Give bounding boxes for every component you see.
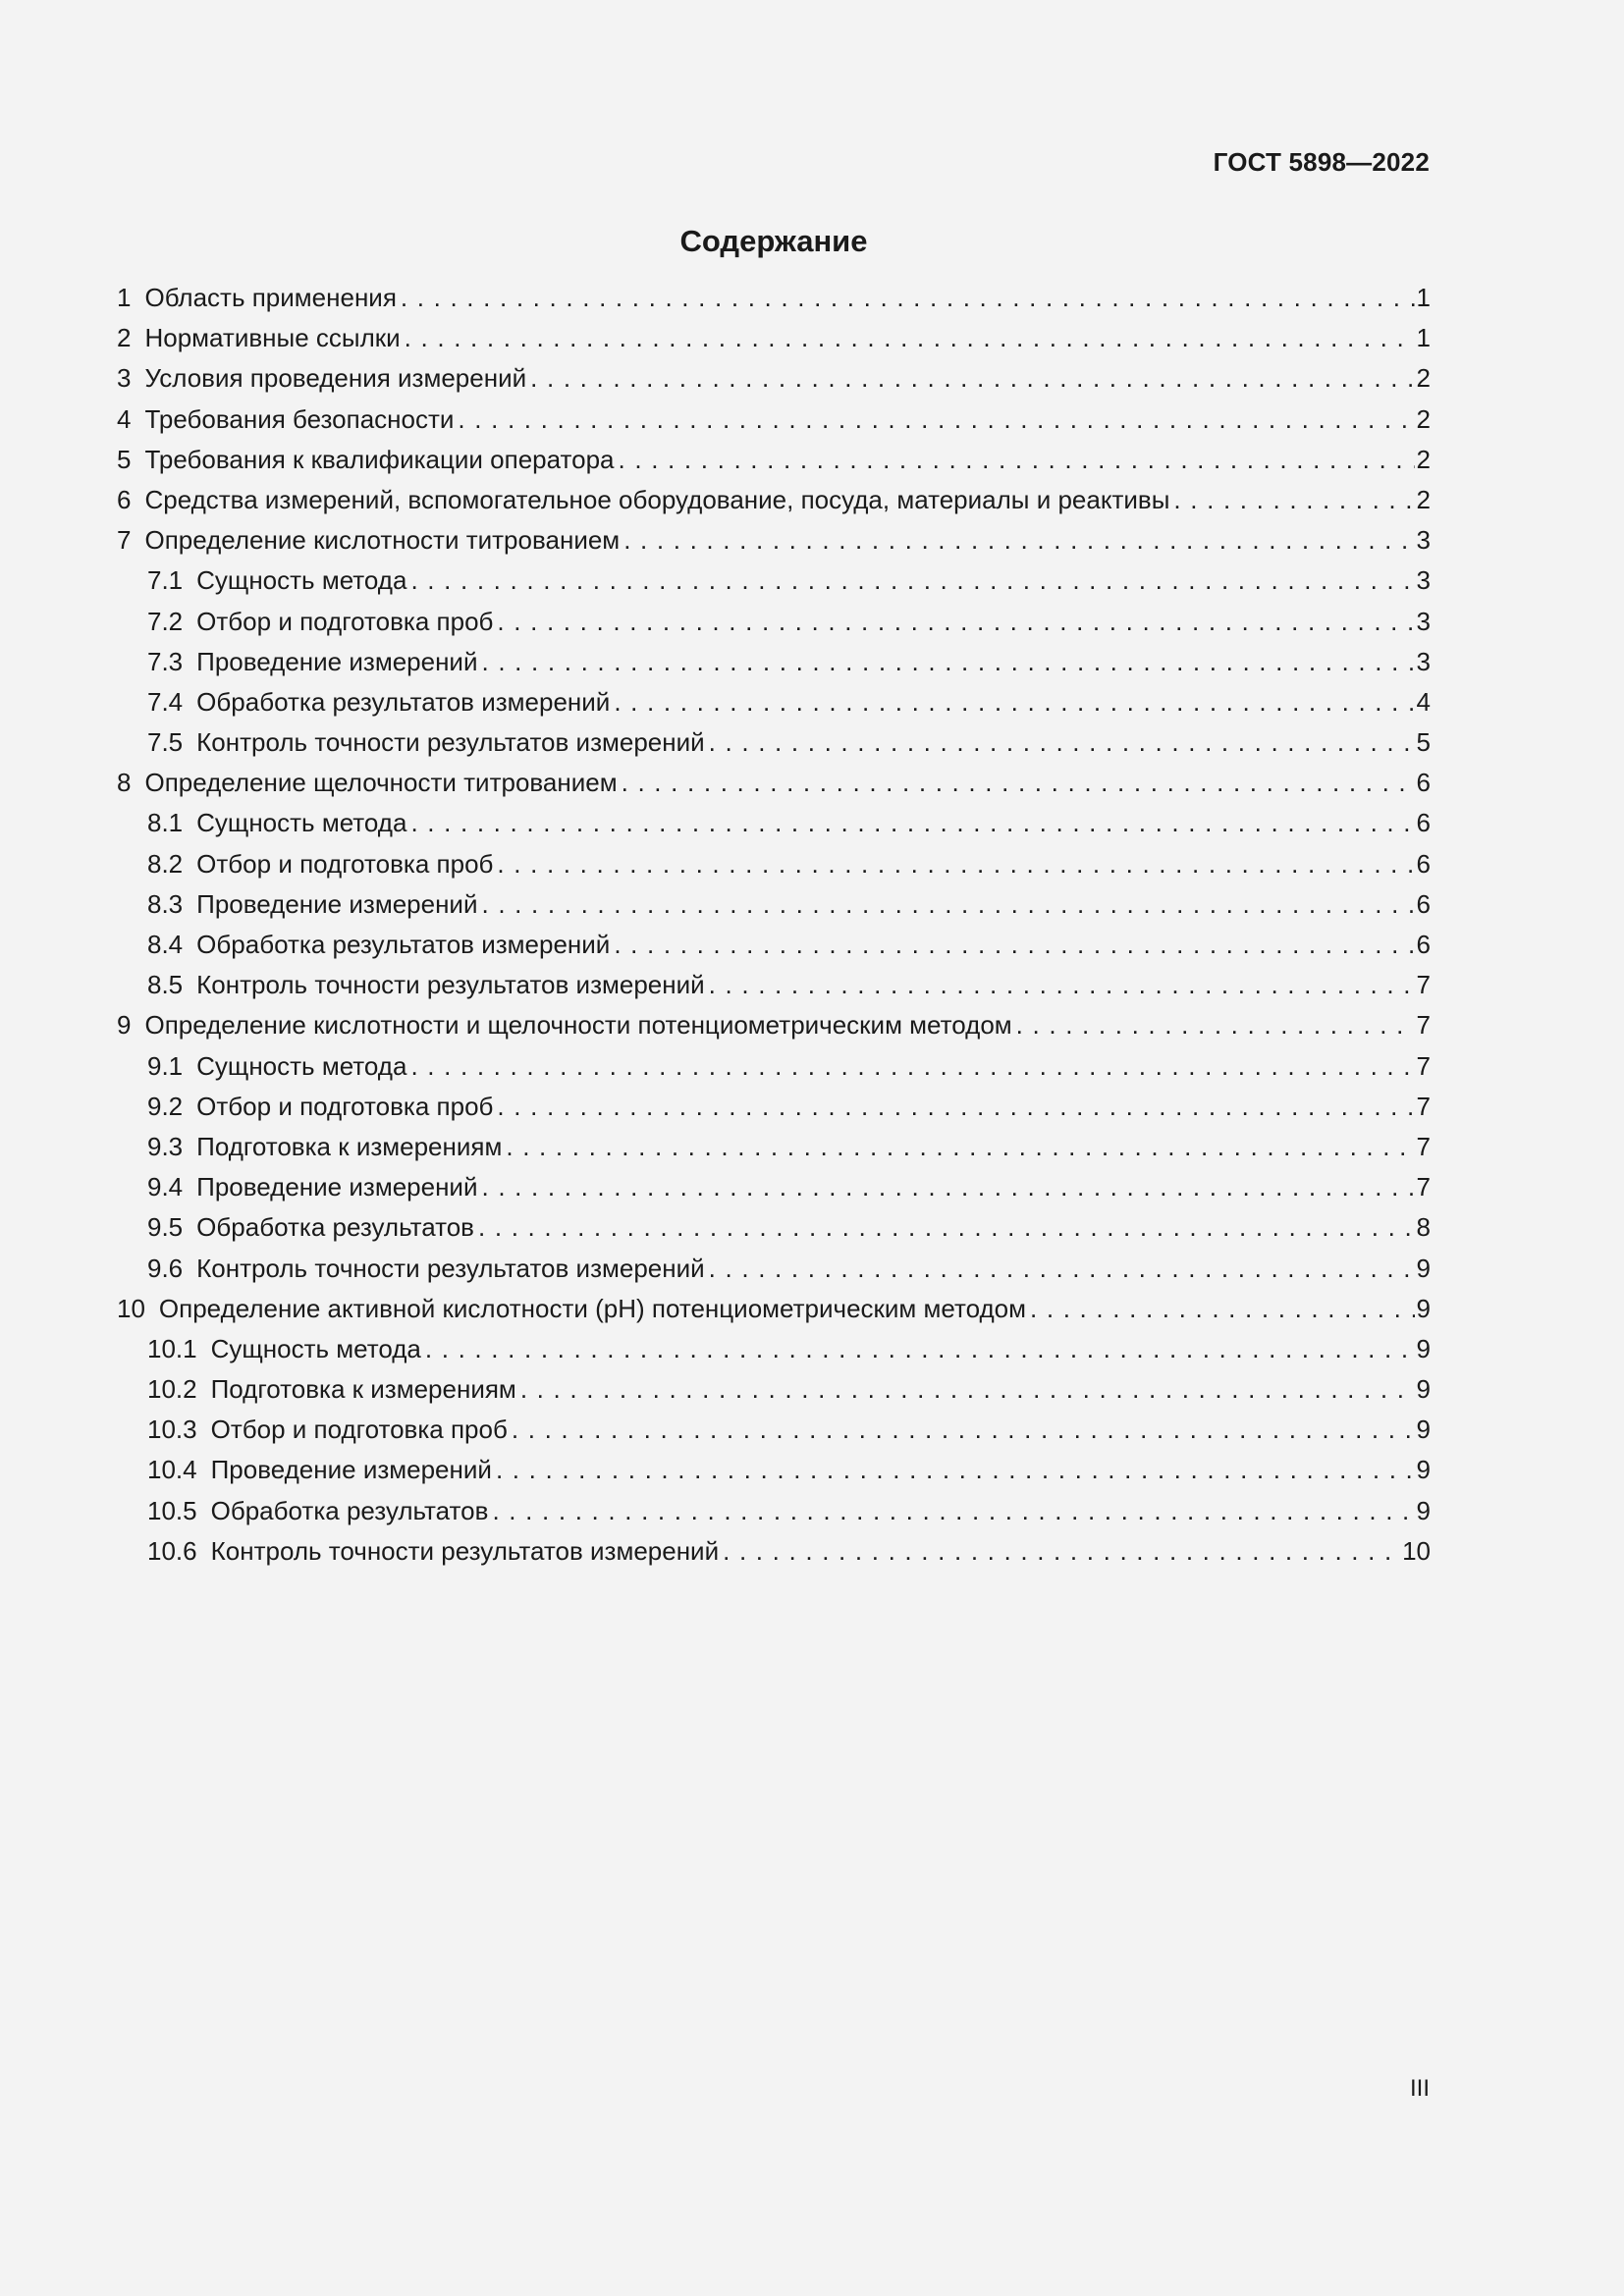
toc-entry-page: 1 <box>1416 323 1431 353</box>
dot-leader <box>1173 485 1414 515</box>
toc-entry-label: Проведение измерений <box>196 888 478 919</box>
toc-entry-label: Область применения <box>144 283 397 312</box>
dot-leader <box>410 808 1414 838</box>
toc-entry-label: Обработка результатов измерений <box>196 686 611 717</box>
toc-entry[interactable] <box>117 485 1431 525</box>
toc-entry-label: Проведение измерений <box>196 1172 478 1202</box>
toc-entry-number: 10.1 <box>147 1333 197 1363</box>
toc-entry[interactable] <box>117 1010 1431 1050</box>
dot-leader <box>401 283 1415 313</box>
dot-leader <box>497 607 1414 637</box>
dot-leader <box>506 1132 1414 1162</box>
toc-entry-label: Контроль точности результатов измерений <box>210 1535 720 1566</box>
toc-entry[interactable] <box>117 889 1431 930</box>
dot-leader <box>481 647 1414 677</box>
dot-leader <box>614 930 1414 960</box>
toc-entry[interactable] <box>117 1536 1431 1576</box>
page-number: III <box>1409 2075 1430 2102</box>
toc-entry-label: Проведение измерений <box>210 1455 492 1485</box>
toc-entry-label: Контроль точности результатов измерений <box>196 727 705 758</box>
toc-entry-label: Сущность метода <box>210 1333 421 1363</box>
toc-entry-page: 9 <box>1416 1253 1431 1283</box>
toc-entry-page: 6 <box>1416 930 1431 959</box>
toc-entry-label: Подготовка к измерениям <box>210 1374 516 1405</box>
toc-entry-label: Отбор и подготовка проб <box>196 1091 494 1121</box>
toc-entry-page: 9 <box>1416 1374 1431 1405</box>
toc-entry[interactable] <box>117 1172 1431 1212</box>
toc-entry[interactable] <box>117 283 1431 323</box>
toc-entry-page: 9 <box>1416 1293 1431 1323</box>
toc-entry-number: 8.1 <box>147 808 184 838</box>
dot-leader <box>496 1455 1415 1485</box>
toc-entry-number: 3 <box>117 363 132 394</box>
dot-leader <box>478 1212 1415 1243</box>
toc-entry-number: 2 <box>117 323 132 353</box>
toc-entry-page: 7 <box>1416 1172 1431 1202</box>
toc-entry-number: 8.2 <box>147 848 184 879</box>
toc-entry[interactable] <box>117 1132 1431 1172</box>
toc-entry-number: 9.1 <box>147 1050 184 1081</box>
toc-entry-page: 9 <box>1416 1415 1431 1445</box>
toc-entry[interactable] <box>117 849 1431 889</box>
toc-entry[interactable] <box>117 930 1431 970</box>
dot-leader <box>520 1374 1415 1405</box>
dot-leader <box>709 970 1415 1000</box>
toc-entry-page: 7 <box>1416 1010 1431 1041</box>
toc-entry-label: Отбор и подготовка проб <box>196 606 494 636</box>
toc-entry[interactable] <box>117 1294 1431 1334</box>
toc-entry-number: 10.5 <box>147 1495 197 1525</box>
toc-entry[interactable] <box>117 1496 1431 1536</box>
toc-entry-number: 10.4 <box>147 1455 197 1485</box>
dot-leader <box>623 525 1414 556</box>
toc-entry-page: 2 <box>1416 363 1431 394</box>
dot-leader <box>405 323 1415 353</box>
toc-entry-page: 7 <box>1416 1131 1431 1161</box>
dot-leader <box>619 445 1415 475</box>
toc-entry[interactable] <box>117 1455 1431 1495</box>
toc-entry-page: 9 <box>1416 1495 1431 1525</box>
dot-leader <box>497 849 1414 880</box>
toc-entry-number: 8.5 <box>147 970 184 1000</box>
toc-entry-number: 4 <box>117 403 132 434</box>
toc-entry[interactable] <box>117 525 1431 565</box>
dot-leader <box>512 1415 1415 1445</box>
toc-entry-page: 2 <box>1416 403 1431 434</box>
dot-leader <box>614 687 1414 718</box>
toc-entry-label: Обработка результатов <box>210 1495 489 1525</box>
toc-entry-label: Средства измерений, вспомогательное оборудование, посуда, материалы и реактивы <box>144 484 1170 514</box>
dot-leader <box>709 1254 1415 1284</box>
toc-entry-number: 8.3 <box>147 888 184 919</box>
toc-entry-number: 5 <box>117 444 132 474</box>
toc-entry-label: Контроль точности результатов измерений <box>196 1253 705 1283</box>
toc-entry-number: 9.3 <box>147 1131 184 1161</box>
dot-leader <box>1016 1010 1415 1041</box>
toc-entry-page: 8 <box>1416 1212 1431 1243</box>
table-of-contents <box>117 283 1431 1576</box>
dot-leader <box>425 1334 1415 1364</box>
toc-entry-page: 6 <box>1416 848 1431 879</box>
toc-entry[interactable] <box>117 323 1431 363</box>
toc-entry-label: Контроль точности результатов измерений <box>196 970 705 1000</box>
dot-leader <box>1030 1294 1415 1324</box>
toc-entry-number: 9.6 <box>147 1253 184 1283</box>
toc-entry-label: Обработка результатов <box>196 1212 474 1243</box>
dot-leader <box>458 404 1414 435</box>
toc-entry-label: Отбор и подготовка проб <box>196 848 494 879</box>
toc-entry-page: 2 <box>1416 484 1431 514</box>
dot-leader <box>492 1496 1414 1526</box>
toc-entry-number: 1 <box>117 283 132 312</box>
toc-entry-page: 6 <box>1416 768 1431 798</box>
toc-entry[interactable] <box>117 768 1431 808</box>
toc-entry-page: 3 <box>1416 606 1431 636</box>
dot-leader <box>530 363 1414 394</box>
toc-entry-label: Сущность метода <box>196 1050 407 1081</box>
toc-entry[interactable] <box>117 1254 1431 1294</box>
toc-entry-number: 9.4 <box>147 1172 184 1202</box>
toc-entry-number: 9.5 <box>147 1212 184 1243</box>
toc-entry-label: Подготовка к измерениям <box>196 1131 503 1161</box>
toc-entry-number: 10.3 <box>147 1415 197 1445</box>
toc-entry-label: Определение кислотности и щелочности потенциометрическим методом <box>144 1010 1012 1041</box>
toc-entry[interactable] <box>117 404 1431 445</box>
toc-entry-number: 9.2 <box>147 1091 184 1121</box>
toc-entry[interactable] <box>117 445 1431 485</box>
toc-entry-page: 3 <box>1416 646 1431 676</box>
toc-entry-label: Требования к квалификации оператора <box>144 444 615 474</box>
toc-entry-number: 7.5 <box>147 727 184 758</box>
toc-entry[interactable] <box>117 607 1431 647</box>
toc-entry-number: 10.2 <box>147 1374 197 1405</box>
toc-entry-label: Определение активной кислотности (рН) потенциометрическим методом <box>158 1293 1027 1323</box>
toc-entry[interactable] <box>117 1051 1431 1092</box>
toc-entry[interactable] <box>117 727 1431 768</box>
toc-entry-number: 8 <box>117 768 132 798</box>
toc-entry[interactable] <box>117 565 1431 606</box>
toc-entry[interactable] <box>117 363 1431 403</box>
toc-entry-number: 7.3 <box>147 646 184 676</box>
toc-entry-page: 2 <box>1416 444 1431 474</box>
dot-leader <box>410 1051 1414 1082</box>
toc-entry-page: 9 <box>1416 1333 1431 1363</box>
toc-entry-label: Сущность метода <box>196 565 407 596</box>
dot-leader <box>709 727 1415 758</box>
toc-entry-label: Нормативные ссылки <box>144 323 401 353</box>
toc-entry-number: 8.4 <box>147 930 184 959</box>
toc-entry-page: 3 <box>1416 525 1431 556</box>
toc-entry-page: 6 <box>1416 808 1431 838</box>
toc-entry[interactable] <box>117 647 1431 687</box>
toc-entry[interactable] <box>117 1334 1431 1374</box>
toc-entry-label: Сущность метода <box>196 808 407 838</box>
toc-entry-number: 6 <box>117 484 132 514</box>
toc-entry[interactable] <box>117 1212 1431 1253</box>
toc-entry[interactable] <box>117 687 1431 727</box>
toc-entry[interactable] <box>117 970 1431 1010</box>
toc-entry-page: 7 <box>1416 1050 1431 1081</box>
toc-entry[interactable] <box>117 808 1431 848</box>
toc-entry-number: 7.2 <box>147 606 184 636</box>
toc-entry[interactable] <box>117 1092 1431 1132</box>
toc-entry-number: 7 <box>117 525 132 556</box>
toc-entry-number: 10 <box>117 1293 145 1323</box>
toc-entry[interactable] <box>117 1374 1431 1415</box>
toc-entry-label: Проведение измерений <box>196 646 478 676</box>
toc-entry-label: Условия проведения измерений <box>144 363 527 394</box>
document-code: ГОСТ 5898—2022 <box>1213 147 1430 177</box>
toc-title: Содержание <box>679 224 868 258</box>
toc-entry-label: Определение кислотности титрованием <box>144 525 621 556</box>
dot-leader <box>481 1172 1414 1202</box>
toc-entry-page: 6 <box>1416 888 1431 919</box>
toc-entry-number: 7.4 <box>147 686 184 717</box>
toc-entry-label: Требования безопасности <box>144 403 455 434</box>
toc-entry-number: 9 <box>117 1010 132 1041</box>
toc-entry-page: 7 <box>1416 970 1431 1000</box>
dot-leader <box>622 768 1415 798</box>
toc-entry-page: 10 <box>1402 1535 1431 1566</box>
dot-leader <box>410 565 1414 596</box>
toc-entry-page: 7 <box>1416 1091 1431 1121</box>
toc-entry-label: Определение щелочности титрованием <box>144 768 618 798</box>
toc-entry-page: 5 <box>1416 727 1431 758</box>
toc-entry-page: 9 <box>1416 1455 1431 1485</box>
toc-entry-label: Обработка результатов измерений <box>196 930 611 959</box>
toc-entry-page: 1 <box>1416 283 1431 312</box>
dot-leader <box>481 889 1414 920</box>
toc-entry-page: 4 <box>1416 686 1431 717</box>
toc-entry-page: 3 <box>1416 565 1431 596</box>
toc-entry-label: Отбор и подготовка проб <box>210 1415 508 1445</box>
toc-entry-number: 10.6 <box>147 1535 197 1566</box>
dot-leader <box>723 1536 1400 1567</box>
toc-entry[interactable] <box>117 1415 1431 1455</box>
toc-entry-number: 7.1 <box>147 565 184 596</box>
dot-leader <box>497 1092 1414 1122</box>
